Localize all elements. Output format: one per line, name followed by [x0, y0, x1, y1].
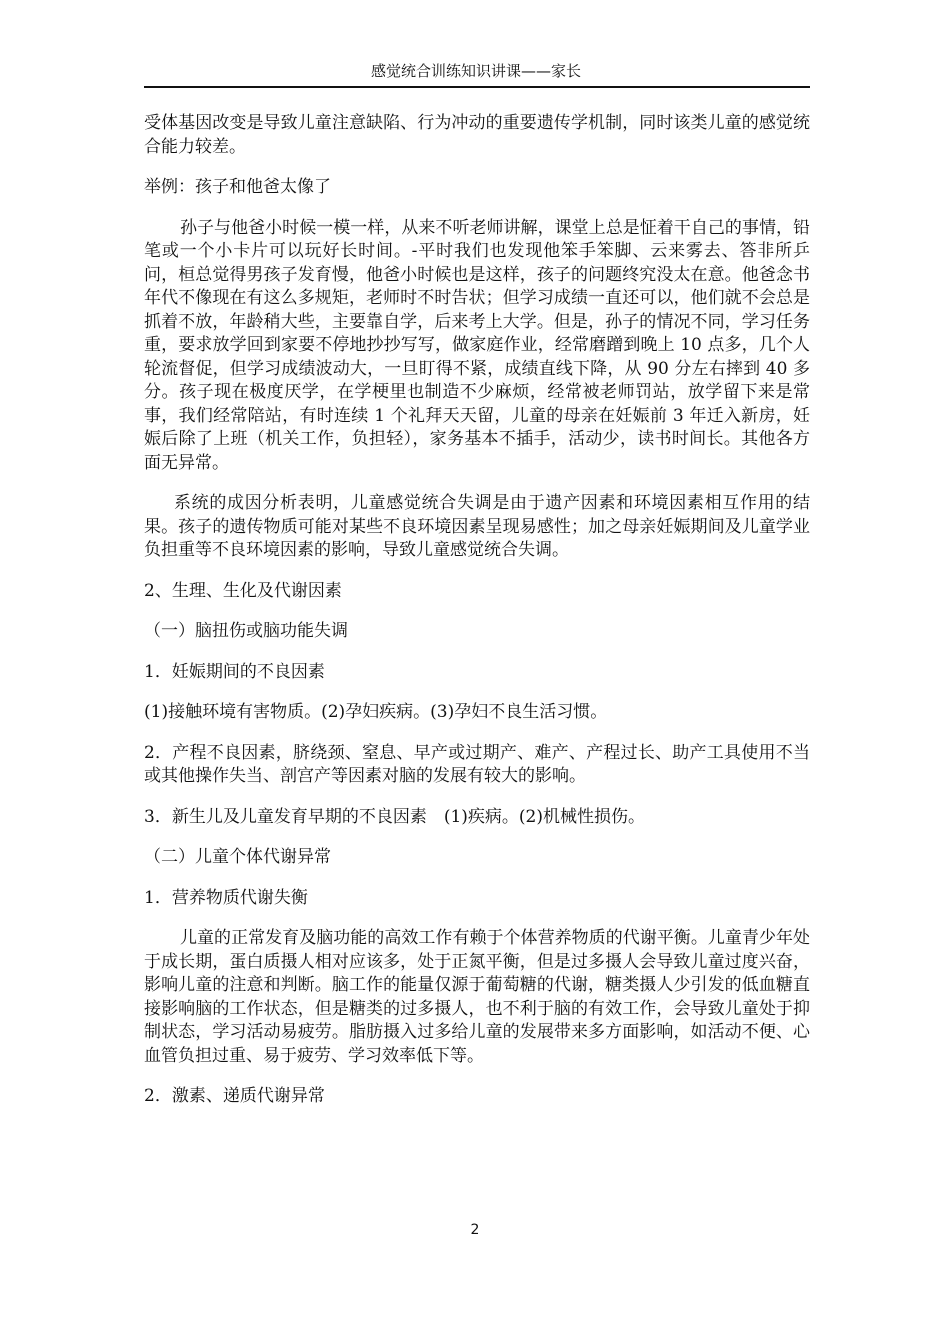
- subsection-heading-metabolism: （二）儿童个体代谢异常: [144, 847, 331, 867]
- paragraph-example-story: 孙子与他爸小时候一模一样，从来不听老师讲解，课堂上总是怔着干自己的事情，铅笔或一个小卡片可以玩好长时间。-平时我们也发现他笨手笨脚、云来雾去、答非所乒问，桓总觉得男孩子发育慢，他爸小时候也是这样，孩子的问题终究没太在意。他爸念书年代不像现在有这么多规矩，老师时不时告状；但学习成绩一直还可以，他们就不会总是抓着不放，年龄稍大些，主要靠自学，后来考上大学。但是，孙子的情况不同，学习任务重，要求放学回到家要不停地抄抄写写，做家庭作业，经常磨蹭到晚上 10 点多，几个人轮流督促，但学习成绩波动大，一旦盯得不紧，成绩直线下降，从 90 分左右摔到 40 多分。孩子现在极度厌学，在学梗里也制造不少麻烦，经常被老师罚站，放学留下来是常事，我们经常陪站，有时连续 1 个礼拜天天留，儿童的母亲在妊娠前 3 年迁入新房，妊娠后除了上班（机关工作，负担轻），家务基本不插手，活动少，读书时间长。其他各方面无异常。: [144, 217, 810, 473]
- paragraph-nutrition: 儿童的正常发育及脑功能的高效工作有赖于个体营养物质的代谢平衡。儿童青少年处于成长期，蛋白质摄人相对应该多，处于正氮平衡，但是过多摄人会导致儿童过度兴奋，影响儿童的注意和判断。脑工作的能量仅源于葡萄糖的代谢，糖类摄人少引发的低血糖直接影响脑的工作状态，但是糖类的过多摄人，也不利于脑的有效工作，会导致儿童处于抑制状态，学习活动易疲劳。脂肪摄入过多给儿童的发展带来多方面影响，如活动不便、心血管负担过重、易于疲劳、学习效率低下等。: [144, 928, 810, 1066]
- item-hormone-heading: 2．激素、递质代谢异常: [144, 1086, 325, 1106]
- item-newborn-factors: 3．新生儿及儿童发育早期的不良因素 (1)疾病。(2)机械性损伤。: [144, 806, 645, 827]
- header-rule: [144, 86, 810, 88]
- example-heading: 举例：孩子和他爸太像了: [144, 177, 331, 197]
- running-header: 感觉统合训练知识讲课——家长: [370, 62, 581, 80]
- page-number: 2: [470, 1222, 480, 1238]
- section-heading-physiology: 2、生理、生化及代谢因素: [144, 580, 342, 601]
- document-body: [144, 112, 810, 1126]
- item-nutrition-heading: 1．营养物质代谢失衡: [144, 887, 308, 908]
- paragraph-gene-mechanism: 受体基因改变是导致儿童注意缺陷、行为冲动的重要遗传学机制，同时该类儿童的感觉统合能力较差。: [144, 113, 810, 157]
- item-pregnancy-factors: 1．妊娠期间的不良因素: [144, 661, 325, 682]
- item-pregnancy-details: (1)接触环境有害物质。(2)孕妇疾病。(3)孕妇不良生活习惯。: [144, 702, 608, 722]
- paragraph-cause-analysis: 系统的成因分析表明，儿童感觉统合失调是由于遗产因素和环境因素相互作用的结果。孩子的遗传物质可能对某些不良环境因素呈现易感性；加之母亲妊娠期间及儿童学业负担重等不良环境因素的影响，导致儿童感觉统合失调。: [144, 493, 810, 560]
- item-labor-factors: 2．产程不良因素，脐绕颈、窒息、早产或过期产、难产、产程过长、助产工具使用不当或其他操作失当、剖宫产等因素对脑的发展有较大的影响。: [144, 742, 810, 786]
- subsection-heading-brain: （一）脑扭伤或脑功能失调: [144, 621, 348, 641]
